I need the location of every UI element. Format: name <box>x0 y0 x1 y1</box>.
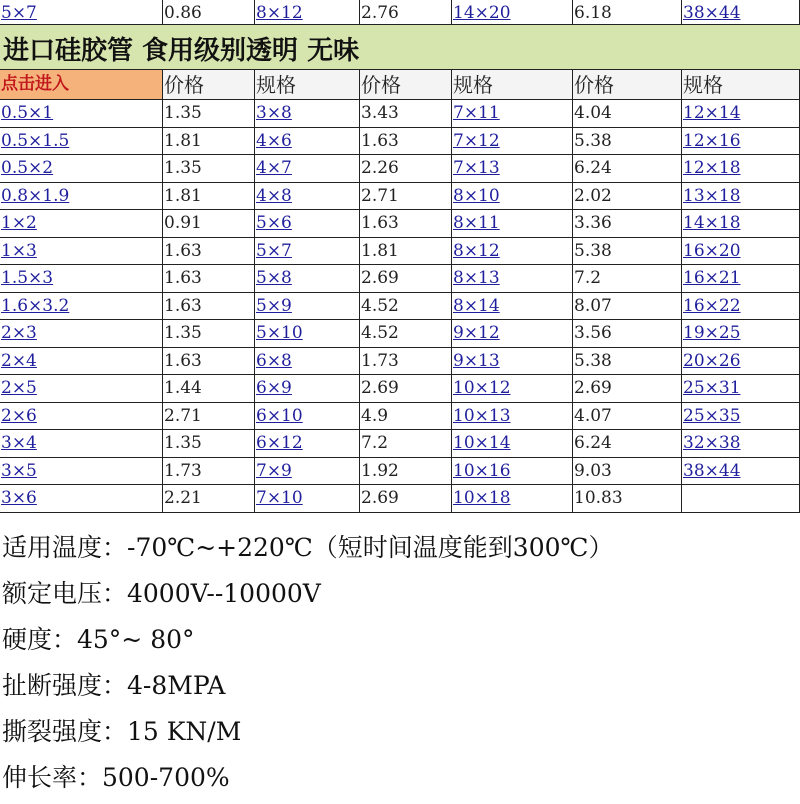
spec-link[interactable]: 10×13 <box>452 403 573 431</box>
column-header-price: 价格 <box>360 70 452 100</box>
price-cell: 1.63 <box>163 293 255 321</box>
spec-link[interactable]: 0.5×1 <box>0 100 163 128</box>
spec-link[interactable]: 5×9 <box>255 293 360 321</box>
spec-link[interactable]: 5×7 <box>255 238 360 266</box>
spec-link[interactable]: 25×31 <box>682 375 800 403</box>
table-row <box>0 375 800 403</box>
price-cell: 10.83 <box>573 485 682 513</box>
banner-title: 进口硅胶管 食用级别透明 无味 <box>3 36 360 66</box>
click-enter-link[interactable]: 点击进入 <box>0 70 163 100</box>
price-cell: 1.73 <box>163 458 255 486</box>
spec-link[interactable]: 12×18 <box>682 155 800 183</box>
spec-link[interactable]: 14×20 <box>452 0 573 25</box>
price-cell: 3.43 <box>360 100 452 128</box>
price-cell: 1.35 <box>163 320 255 348</box>
spec-link[interactable]: 1.5×3 <box>0 265 163 293</box>
table-row <box>0 403 800 431</box>
spec-link[interactable]: 5×10 <box>255 320 360 348</box>
spec-voltage: 额定电压：4000V--10000V <box>2 579 321 608</box>
column-header-spec: 规格 <box>452 70 573 100</box>
price-cell: 5.38 <box>573 238 682 266</box>
price-cell: 1.63 <box>163 238 255 266</box>
price-cell: 7.2 <box>360 430 452 458</box>
price-cell: 6.24 <box>573 430 682 458</box>
spec-link[interactable]: 7×12 <box>452 128 573 156</box>
spec-list <box>2 528 792 804</box>
spec-link[interactable]: 10×18 <box>452 485 573 513</box>
table-row <box>0 210 800 238</box>
price-cell: 2.71 <box>163 403 255 431</box>
price-cell: 4.04 <box>573 100 682 128</box>
price-cell: 1.92 <box>360 458 452 486</box>
spec-link[interactable]: 10×16 <box>452 458 573 486</box>
table-row <box>0 155 800 183</box>
spec-link[interactable]: 1×2 <box>0 210 163 238</box>
spec-link[interactable]: 6×8 <box>255 348 360 376</box>
price-cell: 2.69 <box>360 485 452 513</box>
spec-link[interactable]: 16×20 <box>682 238 800 266</box>
table-row <box>0 128 800 156</box>
spec-link[interactable]: 12×16 <box>682 128 800 156</box>
price-cell: 2.71 <box>360 183 452 211</box>
spec-link[interactable]: 3×5 <box>0 458 163 486</box>
spec-link[interactable]: 9×12 <box>452 320 573 348</box>
spec-link[interactable]: 6×9 <box>255 375 360 403</box>
spec-link[interactable]: 32×38 <box>682 430 800 458</box>
column-header-price: 价格 <box>163 70 255 100</box>
table-row <box>0 348 800 376</box>
price-cell: 4.07 <box>573 403 682 431</box>
spec-link[interactable]: 38×44 <box>682 0 800 25</box>
table-row <box>0 485 800 513</box>
price-cell: 1.63 <box>360 128 452 156</box>
price-cell: 2.26 <box>360 155 452 183</box>
spec-link[interactable]: 2×5 <box>0 375 163 403</box>
spec-link[interactable]: 8×12 <box>255 0 360 25</box>
price-cell: 1.81 <box>163 128 255 156</box>
price-cell: 3.56 <box>573 320 682 348</box>
price-cell: 1.63 <box>360 210 452 238</box>
spec-tensile-strength: 扯断强度：4-8MPA <box>2 671 226 700</box>
table-row-top <box>0 0 800 25</box>
spec-link[interactable]: 0.5×2 <box>0 155 163 183</box>
spec-link[interactable]: 38×44 <box>682 458 800 486</box>
spec-link[interactable]: 0.5×1.5 <box>0 128 163 156</box>
spec-elongation: 伸长率：500-700% <box>2 763 230 792</box>
spec-link[interactable]: 6×12 <box>255 430 360 458</box>
spec-link[interactable]: 14×18 <box>682 210 800 238</box>
price-cell: 6.18 <box>573 0 682 25</box>
price-cell: 1.35 <box>163 430 255 458</box>
table-row <box>0 320 800 348</box>
price-cell: 3.36 <box>573 210 682 238</box>
price-cell: 4.52 <box>360 293 452 321</box>
price-cell: 1.81 <box>163 183 255 211</box>
price-cell: 1.73 <box>360 348 452 376</box>
spec-link[interactable]: 7×9 <box>255 458 360 486</box>
spec-link[interactable]: 5×8 <box>255 265 360 293</box>
column-header-price: 价格 <box>573 70 682 100</box>
spec-temperature: 适用温度：-70℃~+220℃（短时间温度能到300℃） <box>2 533 614 562</box>
spec-link[interactable]: 0.8×1.9 <box>0 183 163 211</box>
spec-link[interactable]: 10×12 <box>452 375 573 403</box>
spec-link[interactable]: 1×3 <box>0 238 163 266</box>
column-header-spec: 规格 <box>255 70 360 100</box>
price-cell: 1.35 <box>163 155 255 183</box>
spec-link[interactable]: 16×22 <box>682 293 800 321</box>
spec-link[interactable]: 8×12 <box>452 238 573 266</box>
spec-link[interactable]: 3×4 <box>0 430 163 458</box>
spec-link[interactable]: 5×6 <box>255 210 360 238</box>
table-row <box>0 238 800 266</box>
table-row <box>0 458 800 486</box>
table-row <box>0 430 800 458</box>
spec-link[interactable]: 5×7 <box>0 0 163 25</box>
price-cell: 4.9 <box>360 403 452 431</box>
spec-link[interactable]: 8×13 <box>452 265 573 293</box>
spec-tear-strength: 撕裂强度：15 KN/M <box>2 717 242 746</box>
spec-link[interactable]: 16×21 <box>682 265 800 293</box>
spec-link[interactable]: 1.6×3.2 <box>0 293 163 321</box>
spec-link[interactable]: 10×14 <box>452 430 573 458</box>
spec-link[interactable]: 20×26 <box>682 348 800 376</box>
spec-link[interactable]: 4×8 <box>255 183 360 211</box>
spec-link[interactable]: 7×11 <box>452 100 573 128</box>
table-header <box>0 70 800 100</box>
spec-link[interactable]: 7×13 <box>452 155 573 183</box>
price-cell: 1.63 <box>163 265 255 293</box>
price-cell: 8.07 <box>573 293 682 321</box>
spec-link[interactable]: 9×13 <box>452 348 573 376</box>
table-row <box>0 265 800 293</box>
spec-link[interactable]: 4×6 <box>255 128 360 156</box>
price-cell: 1.44 <box>163 375 255 403</box>
price-cell: 7.2 <box>573 265 682 293</box>
product-banner <box>0 25 800 70</box>
spec-link[interactable]: 8×11 <box>452 210 573 238</box>
table-row <box>0 183 800 211</box>
spec-link[interactable]: 3×8 <box>255 100 360 128</box>
price-cell: 0.86 <box>163 0 255 25</box>
price-cell: 5.38 <box>573 128 682 156</box>
spec-link[interactable] <box>682 485 800 513</box>
spec-link[interactable]: 4×7 <box>255 155 360 183</box>
column-header-spec: 规格 <box>682 70 800 100</box>
spec-link[interactable]: 25×35 <box>682 403 800 431</box>
price-cell: 2.69 <box>360 265 452 293</box>
spec-link[interactable]: 2×3 <box>0 320 163 348</box>
spec-link[interactable]: 2×4 <box>0 348 163 376</box>
table-row <box>0 293 800 321</box>
price-cell: 2.69 <box>360 375 452 403</box>
price-cell: 2.02 <box>573 183 682 211</box>
spec-link[interactable]: 8×10 <box>452 183 573 211</box>
spec-link[interactable]: 13×18 <box>682 183 800 211</box>
table-row <box>0 100 800 128</box>
spec-hardness: 硬度：45°~ 80° <box>2 625 195 654</box>
spec-link[interactable]: 7×10 <box>255 485 360 513</box>
spec-link[interactable]: 2×6 <box>0 403 163 431</box>
price-cell: 2.21 <box>163 485 255 513</box>
price-cell: 1.81 <box>360 238 452 266</box>
spec-link[interactable]: 3×6 <box>0 485 163 513</box>
price-cell: 1.63 <box>163 348 255 376</box>
spec-link[interactable]: 12×14 <box>682 100 800 128</box>
price-cell: 2.76 <box>360 0 452 25</box>
price-cell: 5.38 <box>573 348 682 376</box>
spec-link[interactable]: 8×14 <box>452 293 573 321</box>
spec-link[interactable]: 19×25 <box>682 320 800 348</box>
price-cell: 6.24 <box>573 155 682 183</box>
price-cell: 4.52 <box>360 320 452 348</box>
price-cell: 9.03 <box>573 458 682 486</box>
price-cell: 1.35 <box>163 100 255 128</box>
price-cell: 0.91 <box>163 210 255 238</box>
spec-link[interactable]: 6×10 <box>255 403 360 431</box>
price-cell: 2.69 <box>573 375 682 403</box>
